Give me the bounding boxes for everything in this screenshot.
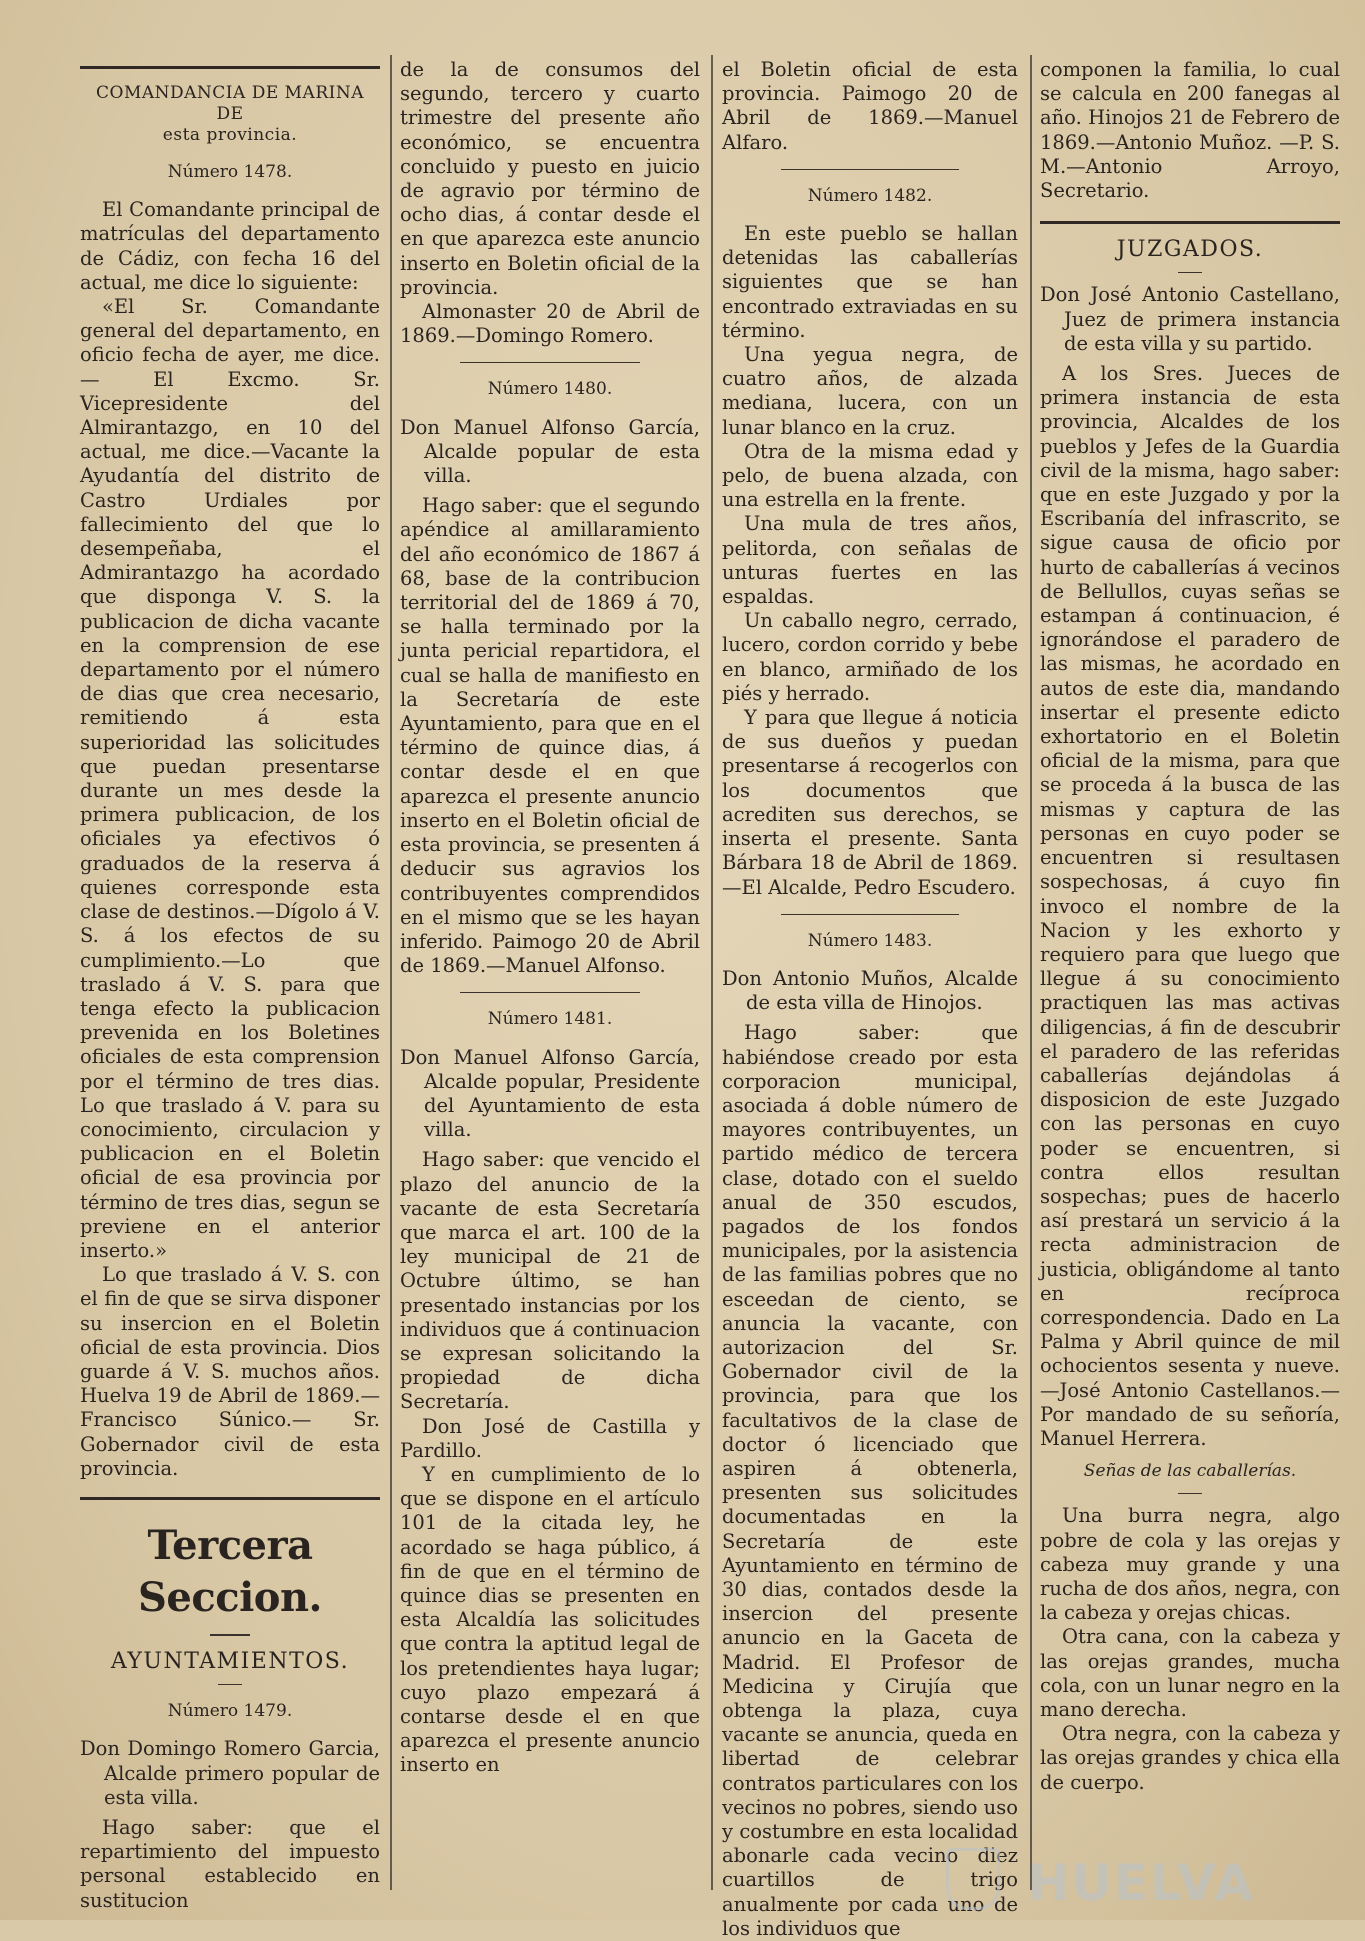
paragraph: Hago saber: que vencido el plazo del anuncio de la vacante de esta Secretaría que marca el art. 100 de la ley municipal de 21 de Octubre último, se han presentado instancias por los individuos que á continuacion se expresan solicitando la propiedad de dicha Secretaría. <box>400 1148 700 1414</box>
paragraph: Otra de la misma edad y pelo, de buena alzada, con una estrella en la frente. <box>722 439 1018 512</box>
notice-header: COMANDANCIA DE MARINA DE <box>96 83 364 124</box>
paragraph: componen la familia, lo cual se calcula en 200 fanegas al año. Hinojos 21 de Febrero de 1869.—Antonio Muñoz. —P. S. M.—Antonio Arroyo, Secretario. <box>1040 58 1340 203</box>
paragraph: el Boletin oficial de esta provincia. Paimogo 20 de Abril de 1869.—Manuel Alfaro. <box>722 58 1018 154</box>
watermark-shield-icon <box>946 1848 1000 1910</box>
rule <box>218 1684 242 1685</box>
paragraph: Una yegua negra, de cuatro años, de alzada mediana, lucera, con un lunar blanco en la cruz. <box>722 343 1018 439</box>
paragraph: Una mula de tres años, pelitorda, con señalas de unturas fuertes en las espaldas. <box>722 512 1018 609</box>
subheading: Señas de las caballerías. <box>1083 1461 1297 1482</box>
paragraph: Hago saber: que habiéndose creado por esta corporacion municipal, asociada á doble número de mayores contribuyentes, un partido médico de tercera clase, dotado con el sueldo anual de 350 escudos, pagados de los fondos municipales, por la asistencia de las familias pobres que no esceedan de ciento, se anuncia la vacante, con autorizacion del Sr. Gobernador civil de la provincia, para que los facultativos de la clase de doctor ó licenciado que aspiren á obtenerla, presenten sus solicitudes documentadas en la Secretaría de este Ayuntamiento en término de 30 dias, contados desde la insercion del presente anuncio en la Gaceta de Madrid. El Profesor de Medicina y Cirujía que obtenga la plaza, cuya vacante se anuncia, queda en libertad de celebrar contratos particulares con los vecinos no pobres, siendo uso y costumbre en esta localidad abonarle cada vecino diez cuartillos de trigo anualmente por cada uno de los individuos que <box>722 1021 1018 1940</box>
paragraph: Hago saber: que el repartimiento del impuesto personal establecido en sustitucion <box>80 1815 380 1912</box>
signature: Almonaster 20 de Abril de 1869.—Domingo Romero. <box>400 300 700 348</box>
rule <box>781 169 959 170</box>
rule <box>210 1634 250 1636</box>
column-divider <box>390 55 392 1890</box>
rule <box>1040 221 1340 224</box>
column-1 <box>80 58 380 1912</box>
paragraph: En este pueblo se hallan detenidas las caballerías siguientes que se han encontrado extraviadas en su término. <box>722 222 1018 342</box>
notice-heading: Don José Antonio Castellano, Juez de primera instancia de esta villa y su partido. <box>1040 283 1340 355</box>
section-title: Tercera Seccion. <box>138 1521 322 1621</box>
column-divider <box>711 55 713 1890</box>
watermark: HUELVA <box>1027 1854 1255 1912</box>
rule <box>460 362 640 363</box>
paragraph: Una burra negra, algo pobre de cola y las orejas y cabeza muy grande y una rucha de dos años, negra, con la cabeza y orejas chicas. <box>1040 1504 1340 1625</box>
notice-heading: Don Domingo Romero Garcia, Alcalde primero popular de esta villa. <box>80 1737 380 1809</box>
paragraph: de la de consumos del segundo, tercero y cuarto trimestre del presente año económico, se encuentra concluido y puesto en juicio de agravio por término de ocho dias, á contar desde el en que aparezca este anuncio inserto en Boletin oficial de la provincia. <box>400 58 700 299</box>
column-4 <box>1040 58 1340 1880</box>
rule <box>460 992 640 993</box>
paragraph: «El Sr. Comandante general del departamento, en oficio fecha de ayer, me dice.— El Excmo. Sr. Vicepresidente del Almirantazgo, en 10 del actual, me dice.—Vacante la Ayudantía del distrito de Castro Urdiales por fallecimiento del que lo desempeñaba, el Admirantazgo ha acordado que disponga V. S. la publicacion de dicha vacante en la comprension de ese departamento por el número de dias que crea necesario, remitiendo á esta superioridad las solicitudes que puedan presentarse durante un mes desde la primera publicacion, de los oficiales ya efectivos ó graduados de la reserva á quienes corresponde esta clase de destinos.—Dígolo á V. S. á los efectos de su cumplimiento.—Lo que traslado á V. S. para que tenga efecto la publicacion prevenida en los Boletines oficiales de esta comprension por el término de tres dias. Lo que traslado á V. para su conocimiento, circulacion y publicacion en el Boletin oficial de esa provincia por término de tres dias, segun se previene en el anterior inserto.» <box>80 295 380 1262</box>
rule <box>1178 1493 1202 1494</box>
rule <box>1178 272 1202 273</box>
paragraph: El Comandante principal de matrículas del departamento de Cádiz, con fecha 16 del actual, me dice lo siguiente: <box>80 198 380 294</box>
paragraph: Don José de Castilla y Pardillo. <box>400 1414 700 1462</box>
notice-number: Número 1478. <box>167 162 293 182</box>
section-title: JUZGADOS. <box>1116 237 1264 263</box>
notice-number: Número 1481. <box>487 1009 613 1030</box>
notice-heading: Don Manuel Alfonso García, Alcalde popular de esta villa. <box>400 415 700 488</box>
notice-subheader: esta provincia. <box>162 125 298 145</box>
notice-heading: Don Antonio Muños, Alcalde de esta villa de Hinojos. <box>722 966 1018 1015</box>
column-3 <box>722 58 1018 1940</box>
paragraph: A los Sres. Jueces de primera instancia de esta provincia, Alcaldes de los pueblos y Jefes de la Guardia civil de la misma, hago saber: que en este Juzgado y por la Escribanía del infrascrito, se sigue causa de oficio por hurto de caballerías á vecinos de Bellullos, cuyas señas se estampan á continuacion, é ignorándose el paradero de las mismas, he acordado en autos de este dia, mandando insertar el presente edicto exhortatorio en el Boletin oficial de la misma, para que se proceda á la busca de las mismas y captura de las personas en cuyo poder se encuentren si resultasen sospechosas, á cuyo fin invoco el nombre de la Nacion y les exhorto y requiero para que luego que llegue á su conocimiento practiquen las mas activas diligencias, á fin de descubrir el paradero de las referidas caballerías dejándolas á disposicion de este Juzgado con las personas en cuyo poder se encuentren, si contra ellos resultan sospechas; pues de hacerlo así prestará un servicio á la recta administracion de justicia, obligándome al tanto en recíproca correspondencia. Dado en La Palma y Abril quince de mil ochocientos sesenta y nueve.—José Antonio Castellanos.—Por mandado de su señoría, Manuel Herrera. <box>1040 362 1340 1450</box>
paragraph: Un caballo negro, cerrado, lucero, cordon corrido y bebe en blanco, armiñado de los piés y herrado. <box>722 609 1018 705</box>
column-divider <box>1030 55 1032 1890</box>
paragraph: Y para que llegue á noticia de sus dueños y puedan presentarse á recogerlos con los documentos que acrediten sus derechos, se inserta el presente. Santa Bárbara 18 de Abril de 1869.—El Alcalde, Pedro Escudero. <box>722 706 1018 899</box>
notice-heading: Don Manuel Alfonso García, Alcalde popular, Presidente del Ayuntamiento de esta villa. <box>400 1045 700 1142</box>
column-2 <box>400 58 700 1880</box>
paragraph: Hago saber: que el segundo apéndice al amillaramiento del año económico de 1867 á 68, base de la contribucion territorial del de 1869 á 70, se halla terminado por la junta pericial repartidora, el cual se halla de manifiesto en la Secretaría de este Ayuntamiento, para que en el término de quince dias, á contar desde el en que aparezca el presente anuncio inserto en el Boletin oficial de esta provincia, se presenten á deducir sus agravios los contribuyentes comprendidos en el mismo que se les hayan inferido. Paimogo 20 de Abril de 1869.—Manuel Alfonso. <box>400 494 700 978</box>
paragraph: Lo que traslado á V. S. con el fin de que se sirva disponer su insercion en el Boletin oficial de esta provincia. Dios guarde á V. S. muchos años. Huelva 19 de Abril de 1869.—Francisco Súnico.— Sr. Gobernador civil de esta provincia. <box>80 1263 380 1480</box>
notice-number: Número 1480. <box>487 379 613 400</box>
rule <box>80 66 380 69</box>
notice-number: Número 1482. <box>807 185 933 206</box>
rule <box>80 1497 380 1500</box>
rule <box>781 914 959 915</box>
paragraph: Otra negra, con la cabeza y las orejas grandes y chica ella de cuerpo. <box>1040 1722 1340 1794</box>
paragraph: Y en cumplimiento de lo que se dispone en el artículo 101 de la citada ley, he acordado se haga público, á fin de que en el término de quince dias se presenten en esta Alcaldía las solicitudes que contra la aptitud legal de los pretendientes haya lugar; cuyo plazo empezará á contarse desde el en que aparezca el presente anuncio inserto en <box>400 1462 700 1777</box>
subsection-title: AYUNTAMIENTOS. <box>110 1648 350 1674</box>
paragraph: Otra cana, con la cabeza y las orejas grandes, mucha cola, con un lunar negro en la mano derecha. <box>1040 1625 1340 1721</box>
notice-number: Número 1483. <box>807 930 933 951</box>
notice-number: Número 1479. <box>167 1701 293 1722</box>
